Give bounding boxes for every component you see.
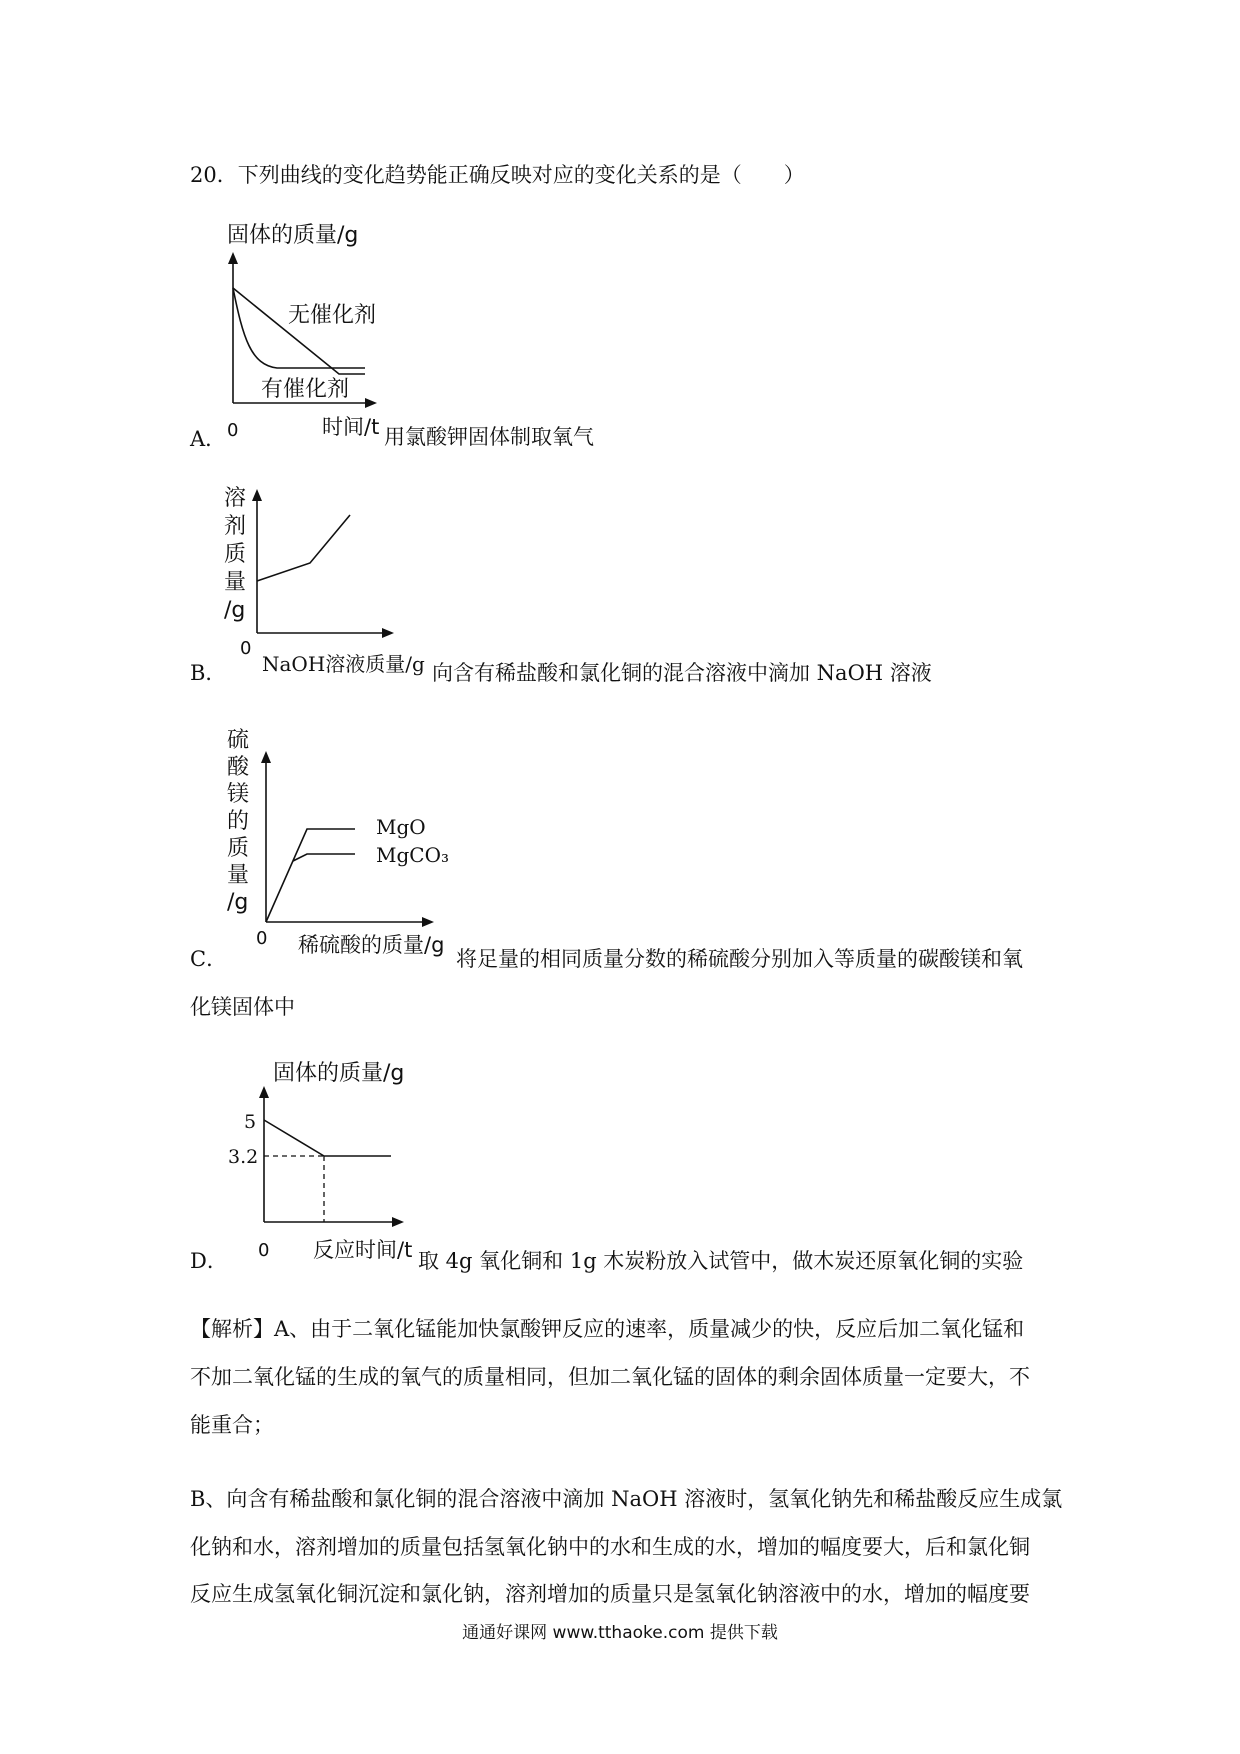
graph-a-label-no-catalyst: 无催化剂 xyxy=(288,303,377,328)
option-b-label: B． xyxy=(190,661,227,685)
graph-d-y-arrow xyxy=(259,1086,269,1098)
option-a-description: 用氯酸钾固体制取氧气 xyxy=(384,425,594,449)
graph-d-x-axis-label: 反应时间/t xyxy=(313,1238,413,1262)
analysis-b-line3: 反应生成氢氧化铜沉淀和氯化钠，溶剂增加的质量只是氢氧化钠溶液中的水，增加的幅度要 xyxy=(190,1582,1030,1606)
graph-a-origin: 0 xyxy=(227,420,239,441)
graph-c-origin: 0 xyxy=(256,928,268,949)
graph-c-y-arrow xyxy=(261,751,271,763)
graph-c-curve-mgco3 xyxy=(293,854,355,861)
option-a-label: A． xyxy=(190,427,227,451)
analysis-b-line2: 化钠和水，溶剂增加的质量包括氢氧化钠中的水和生成的水，增加的幅度要大，后和氯化铜 xyxy=(190,1535,1030,1559)
graph-c-curve-mgo xyxy=(266,829,355,922)
analysis-a-line2: 不加二氧化锰的生成的氧气的质量相同，但加二氧化锰的固体的剩余固体质量一定要大，不 xyxy=(190,1365,1030,1389)
graph-b-curve xyxy=(257,515,350,581)
graph-a xyxy=(215,220,385,440)
option-c-description-line1: 将足量的相同质量分数的稀硫酸分别加入等质量的碳酸镁和氧 xyxy=(456,947,1023,971)
graph-a-curve-with-catalyst xyxy=(233,288,365,368)
graph-b xyxy=(222,485,397,655)
graph-c-label-mgo: MgO xyxy=(376,815,426,839)
graph-d-x-arrow xyxy=(392,1217,404,1227)
option-d-label: D． xyxy=(190,1249,228,1273)
graph-d-tick-3-2: 3.2 xyxy=(228,1146,259,1168)
option-c-label: C． xyxy=(190,947,228,971)
option-c-description-line2: 化镁固体中 xyxy=(190,995,295,1019)
graph-c-x-axis-label: 稀硫酸的质量/g xyxy=(298,933,445,957)
graph-d xyxy=(228,1058,428,1228)
graph-d-origin: 0 xyxy=(258,1240,270,1261)
graph-d-curve xyxy=(264,1120,391,1156)
option-d-description: 取 4g 氧化铜和 1g 木炭粉放入试管中，做木炭还原氧化铜的实验 xyxy=(418,1249,1024,1273)
graph-b-y-arrow xyxy=(252,489,262,501)
graph-a-y-arrow xyxy=(228,252,238,264)
graph-c-label-mgco3: MgCO₃ xyxy=(376,843,449,867)
graph-d-tick-5: 5 xyxy=(244,1111,257,1133)
graph-c-x-arrow xyxy=(422,917,434,927)
question-stem: 20．下列曲线的变化趋势能正确反映对应的变化关系的是（ ） xyxy=(190,163,805,187)
analysis-a-line1: 【解析】A、由于二氧化锰能加快氯酸钾反应的速率，质量减少的快，反应后加二氧化锰和 xyxy=(190,1317,1025,1341)
graph-c-y-axis-label: 硫 酸 镁 的 质 量 /g xyxy=(227,728,250,915)
footer-attribution: 通通好课网 www.tthaoke.com 提供下载 xyxy=(462,1623,778,1643)
graph-a-x-axis-label: 时间/t xyxy=(322,415,380,439)
graph-a-y-axis-label: 固体的质量/g xyxy=(227,223,359,248)
graph-a-label-with-catalyst: 有催化剂 xyxy=(261,377,350,402)
analysis-b-line1: B、向含有稀盐酸和氯化铜的混合溶液中滴加 NaOH 溶液时，氢氧化钠先和稀盐酸反应生成氯 xyxy=(190,1487,1063,1511)
graph-b-origin: 0 xyxy=(240,638,252,659)
graph-c xyxy=(225,727,449,937)
analysis-a-line3: 能重合； xyxy=(190,1413,274,1437)
graph-d-y-axis-label: 固体的质量/g xyxy=(273,1061,405,1086)
option-b-description: 向含有稀盐酸和氯化铜的混合溶液中滴加 NaOH 溶液 xyxy=(432,661,932,685)
graph-b-y-axis-label: 溶 剂 质 量 /g xyxy=(224,486,247,623)
graph-b-x-arrow xyxy=(382,628,394,638)
graph-a-x-arrow xyxy=(365,398,377,408)
graph-b-x-axis-label: NaOH溶液质量/g xyxy=(262,652,425,676)
graph-a-curve-no-catalyst xyxy=(233,288,365,374)
